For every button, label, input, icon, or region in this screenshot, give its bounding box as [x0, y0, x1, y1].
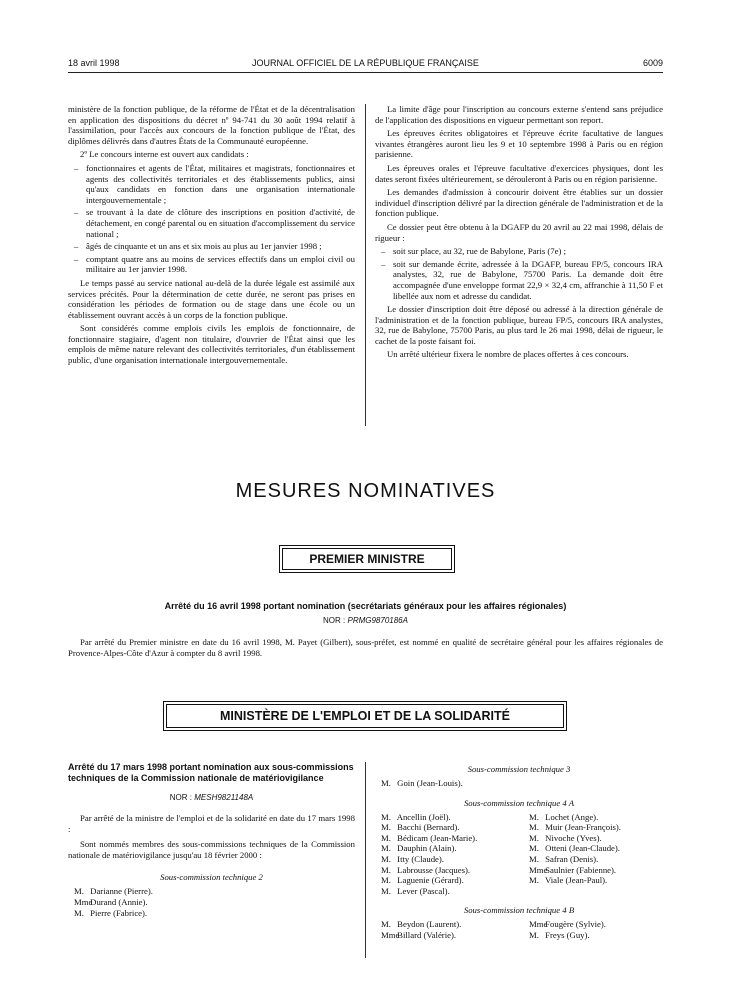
member-title: M. [529, 843, 539, 854]
nor-reference [68, 616, 663, 625]
nor-label: NOR : [169, 793, 192, 802]
nor-code: PRMG9870186A [347, 616, 408, 625]
member-name: Otteni (Jean-Claude). [543, 843, 620, 854]
header-title: JOURNAL OFFICIEL DE LA RÉPUBLIQUE FRANÇAISE [252, 58, 479, 68]
member-entry [68, 897, 355, 908]
subcommission-title: Sous-commission technique 2 [160, 872, 263, 883]
member-title: M. [381, 853, 391, 864]
member-list [68, 886, 355, 918]
member-entry [375, 843, 523, 854]
member-list [375, 778, 663, 789]
left-column [68, 104, 355, 369]
list-item: – âgés de cinquante et un ans et six mois au plus au 1er janvier 1998 ; [68, 241, 355, 252]
member-title: Mme [74, 896, 93, 907]
member-list [523, 919, 663, 940]
member-name: Viale (Jean-Paul). [543, 875, 608, 886]
paragraph: ministère de la fonction publique, de la réforme de l'État et de la décentralisation en application des dispositions du décret nº 94-741 du 30 août 1994 relatif à l'assimilation, pour l'accès aux concours de la fonction publique de l'État, des diplômes délivrés dans d'autres États de la Communauté européenne. [68, 104, 355, 146]
column-separator [365, 762, 366, 958]
member-title: Mme [529, 919, 548, 930]
member-name: Itty (Claude). [395, 853, 444, 864]
box-title: MINISTÈRE DE L'EMPLOI ET DE LA SOLIDARITÉ [166, 704, 564, 728]
member-entry [68, 908, 355, 919]
member-name: Ancellin (Joël). [395, 811, 451, 822]
member-entry [68, 886, 355, 897]
member-name: Durand (Annie). [88, 896, 148, 907]
member-title: M. [529, 875, 539, 886]
nor-code: MESH9821148A [194, 793, 254, 802]
paragraph: Par arrêté de la ministre de l'emploi et de la solidarité en date du 17 mars 1998 : [68, 813, 355, 834]
member-title: M. [381, 919, 391, 930]
nor-reference [68, 793, 355, 802]
member-entry [375, 854, 523, 865]
list-item: – se trouvant à la date de clôture des inscriptions en position d'activité, de détachement, en congé parental ou en situation d'accomplissement du service national ; [68, 207, 355, 239]
emploi-right-column [375, 762, 663, 941]
member-entry [523, 833, 663, 844]
page-number: 6009 [642, 58, 663, 68]
member-title: Mme [381, 929, 400, 940]
member-name: Nivoche (Yves). [543, 832, 602, 843]
list-item: – comptant quatre ans au moins de services effectifs dans un emploi civil ou militaire au 1er janvier 1998. [68, 254, 355, 275]
member-name: Freys (Guy). [543, 929, 590, 940]
act-title: Arrêté du 16 avril 1998 portant nomination (secrétariats généraux pour les affaires régionales) [164, 601, 567, 611]
paragraph: La limite d'âge pour l'inscription au concours externe s'entend sans préjudice de l'application des dispositions en vigueur permettant son report. [375, 104, 663, 125]
paragraph: Sont considérés comme emplois civils les emplois de fonctionnaire, de fonctionnaire stagiaire, d'agent non titulaire, d'ouvrier de l'État ainsi que les emplois de même nature relevant des collectivités territoriales, d'un établissement public, d'une organisation internationale intergouvernementale. [68, 323, 355, 366]
section-title: MESURES NOMINATIVES [235, 480, 496, 502]
right-column [375, 104, 663, 363]
member-title: M. [381, 811, 391, 822]
member-title: M. [381, 885, 391, 896]
header-date: 18 avril 1998 [68, 58, 120, 68]
member-title: Mme [529, 864, 548, 875]
box-title: PREMIER MINISTRE [282, 548, 452, 570]
member-entry [375, 930, 523, 941]
act-body: Par arrêté du Premier ministre en date du 16 avril 1998, M. Payet (Gilbert), sous-préfet, est nommé en qualité de secrétaire général pour les affaires régionales de Provence-Alpes-Côte d'Azur à compter du 8 avril 1998. [68, 637, 663, 658]
list-item: – soit sur demande écrite, adressée à la DGAFP, bureau FP/5, concours IRA analystes, 32, rue de Babylone, 75700 Paris. La demande doit être accompagnée d'une enveloppe format 22,9 × 32,4 cm, affranchie à 11,50 F et libellée aux nom et adresse du candidat. [375, 259, 663, 301]
member-title: M. [74, 907, 84, 918]
member-list [375, 919, 523, 940]
member-name: Beydon (Laurent). [395, 919, 462, 930]
bullet-list [375, 246, 663, 301]
member-name: Saulnier (Fabienne). [543, 864, 617, 875]
member-name: Laguenie (Gérard). [395, 875, 464, 886]
member-entry [375, 822, 523, 833]
header-rule [68, 72, 663, 73]
member-list [375, 812, 523, 897]
member-entry [523, 843, 663, 854]
paragraph: Un arrêté ultérieur fixera le nombre de places offertes à ces concours. [387, 349, 629, 360]
member-title: M. [381, 864, 391, 875]
member-entry [523, 875, 663, 886]
paragraph: Le temps passé au service national au-delà de la durée légale est assimilé aux services précités. Pour la détermination de cette durée, ne seront pas prises en considération les périodes de formation ou de stage dans une école ou un établissement ouvrant accès à un corps de la fonction publique. [68, 277, 355, 320]
member-entry [375, 778, 663, 789]
list-item: – soit sur place, au 32, rue de Babylone, Paris (7e) ; [375, 246, 663, 257]
emploi-box [163, 701, 567, 731]
member-grid [375, 919, 663, 940]
member-name: Safran (Denis). [543, 853, 599, 864]
member-name: Lever (Pascal). [395, 885, 450, 896]
member-title: M. [529, 929, 539, 940]
member-title: M. [529, 811, 539, 822]
member-title: M. [381, 843, 391, 854]
member-list [523, 812, 663, 897]
member-name: Labrousse (Jacques). [395, 864, 471, 875]
member-name: Goin (Jean-Louis). [395, 778, 463, 788]
member-entry [375, 833, 523, 844]
paragraph: Sont nommés membres des sous-commissions techniques de la Commission nationale de matériovigilance jusqu'au 18 février 2000 : [68, 839, 355, 860]
member-entry [523, 812, 663, 823]
paragraph: Les épreuves orales et l'épreuve facultative d'exercices physiques, dont les dates seront fixées ultérieurement, se dérouleront à Paris ou en région parisienne. [375, 162, 663, 184]
member-title: M. [381, 832, 391, 843]
member-entry [523, 822, 663, 833]
member-entry [375, 886, 523, 897]
member-name: Dauphin (Alain). [395, 843, 457, 854]
act-title: Arrêté du 17 mars 1998 portant nomination aux sous-commissions techniques de la Commission nationale de matériovigilance [68, 762, 354, 783]
paragraph: Les épreuves écrites obligatoires et l'épreuve écrite facultative de langues vivantes étrangères auront lieu les 9 et 10 septembre 1998 à Paris ou en région parisienne. [375, 128, 663, 160]
paragraph: Ce dossier peut être obtenu à la DGAFP du 20 avril au 22 mai 1998, délais de rigueur : [375, 221, 663, 243]
member-title: M. [529, 832, 539, 843]
member-entry [523, 919, 663, 930]
member-title: M. [381, 822, 391, 833]
member-entry [375, 919, 523, 930]
member-entry [523, 854, 663, 865]
member-name: Bacchi (Bernard). [395, 822, 460, 833]
member-grid [375, 812, 663, 897]
column-separator [365, 104, 366, 426]
member-entry [375, 812, 523, 823]
member-title: M. [529, 822, 539, 833]
subcommission-title: Sous-commission technique 3 [467, 764, 571, 774]
member-name: Bédicam (Jean-Marie). [395, 832, 478, 843]
member-title: M. [74, 886, 84, 897]
subcommission-title: Sous-commission technique 4 B [463, 905, 575, 916]
nor-label: NOR : [323, 616, 346, 625]
member-name: Billard (Valérie). [395, 929, 457, 940]
member-name: Lochet (Ange). [543, 811, 599, 822]
paragraph: Le dossier d'inscription doit être déposé ou adressé à la direction générale de l'administration et de la fonction publique, bureau FP/5, concours IRA analystes, 32, rue de Babylone, 75700 Paris, au plus tard le 26 mai 1998, délai de rigueur, le cachet de la poste faisant foi. [375, 304, 663, 346]
emploi-left-column [68, 762, 355, 918]
member-entry [375, 865, 523, 876]
member-title: M. [381, 875, 391, 886]
member-title: M. [381, 778, 391, 788]
list-item: – fonctionnaires et agents de l'État, militaires et magistrats, fonctionnaires et agents des collectivités territoriales et des établissements publics, ainsi qu'aux candidats en fonction dans une organisation internationale intergouvernementale ; [68, 163, 355, 205]
member-name: Muir (Jean-François). [543, 822, 621, 833]
premier-ministre-box [279, 545, 455, 573]
member-name: Fougère (Sylvie). [543, 919, 606, 930]
member-name: Pierre (Fabrice). [88, 907, 148, 918]
member-entry [375, 875, 523, 886]
member-title: M. [529, 853, 539, 864]
paragraph: Les demandes d'admission à concourir doivent être établies sur un dossier individuel d'inscription délivré par la direction générale de l'administration et de la fonction publique. [375, 187, 663, 219]
page-header [68, 58, 663, 72]
bullet-list [68, 163, 355, 275]
paragraph: 2º Le concours interne est ouvert aux candidats : [80, 149, 249, 160]
subcommission-title: Sous-commission technique 4 A [463, 797, 575, 808]
member-entry [523, 865, 663, 876]
member-entry [523, 930, 663, 941]
member-name: Darianne (Pierre). [88, 886, 153, 897]
